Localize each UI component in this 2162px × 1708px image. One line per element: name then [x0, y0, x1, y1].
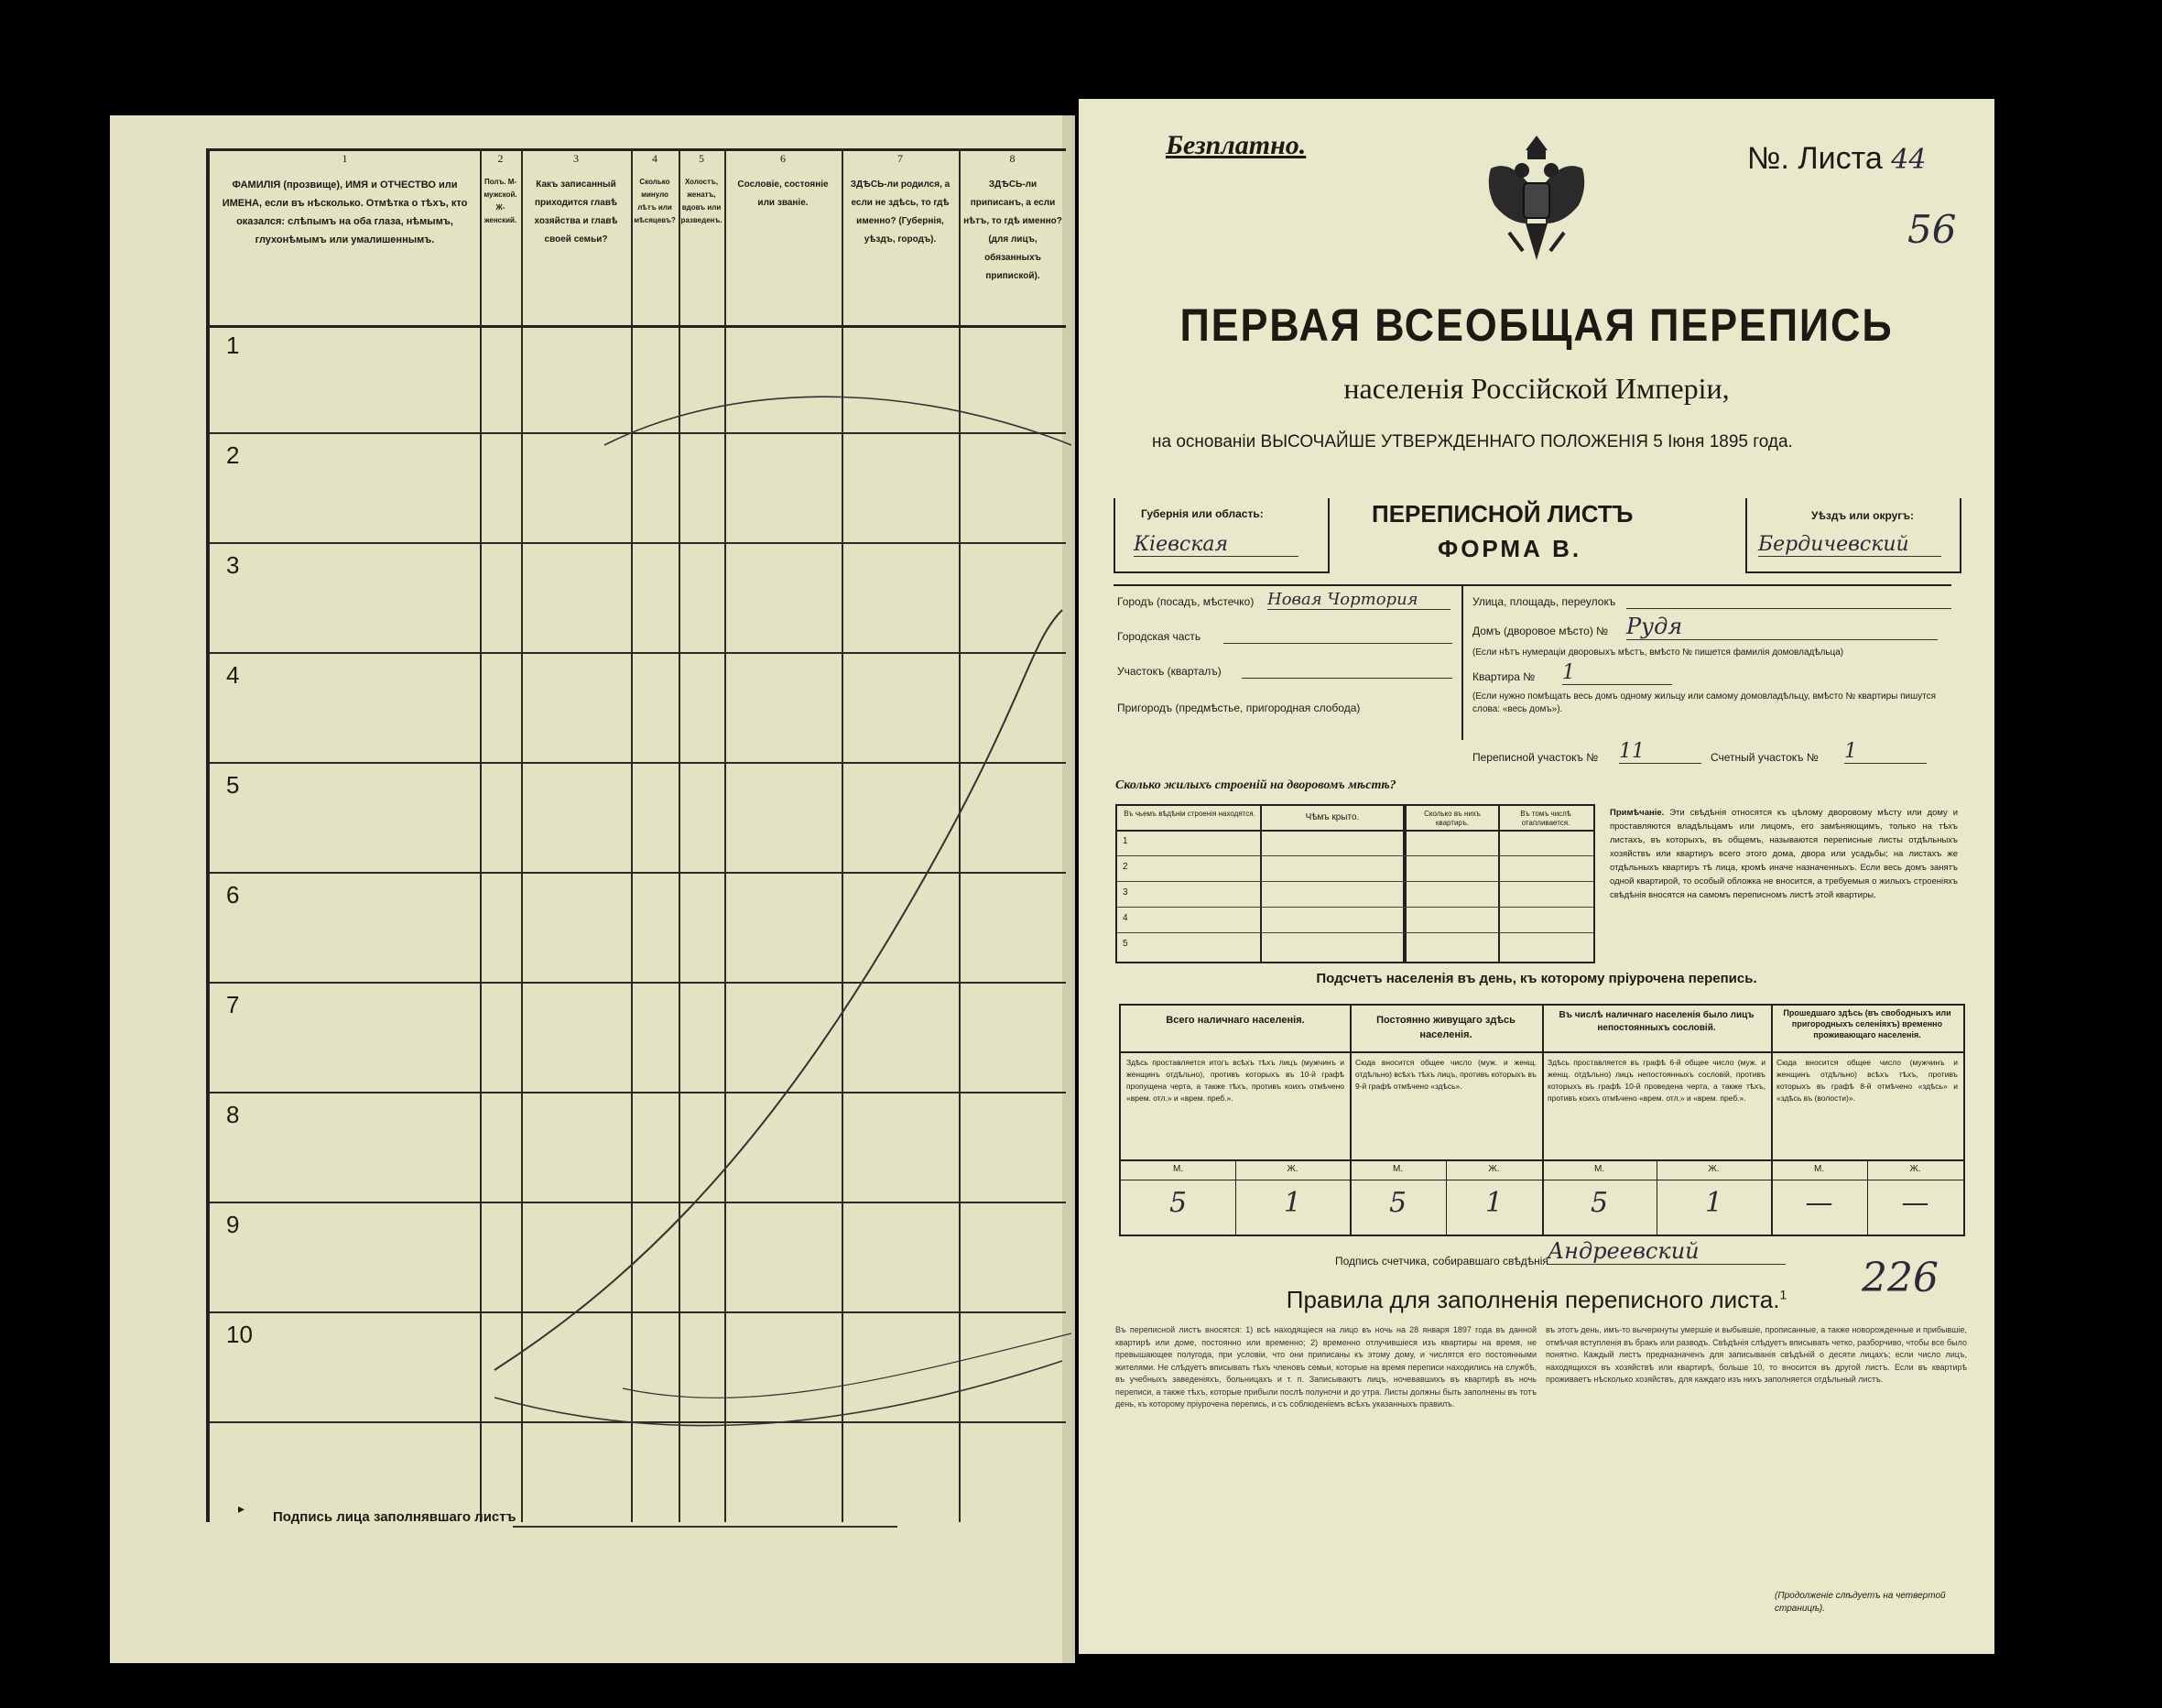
buildings-row-number: 2: [1123, 862, 1128, 872]
column-number: 5: [699, 152, 704, 165]
suburb-label: Пригородъ (предмѣстье, пригородная слобода): [1117, 702, 1361, 714]
district-label: Участокъ (кварталъ): [1117, 665, 1222, 678]
sex-label: М.: [1593, 1164, 1605, 1174]
count-desc: Здѣсь проставляется въ графѣ 6-й общее число (муж. и женщ. отдѣльно) лицъ непостоянныхъ сословій, противъ которыхъ въ графѣ 10-й проведена черта, а также тѣхъ, противъ коихъ отмѣчено «врем. отл.» и «врем. преб.».: [1548, 1058, 1765, 1103]
count-desc: Сюда вносится общее число (муж. и женщ. отдѣльно) всѣхъ тѣхъ лицъ, противъ которыхъ въ 9-й графѣ отмѣчено «здѣсь».: [1355, 1058, 1537, 1091]
column-number: 2: [497, 152, 504, 165]
column-number: 4: [652, 152, 657, 165]
counter-signature-value: Андреевский: [1548, 1238, 1786, 1265]
rules-footnote-mark: 1: [1779, 1287, 1787, 1302]
house-value: Рудя: [1626, 614, 1938, 640]
apartment-label: Квартира №: [1472, 670, 1536, 683]
column-number: 3: [573, 152, 579, 165]
buildings-header: Въ чьемъ вѣдѣніи строенія находятся.: [1124, 810, 1255, 818]
column-header-estate: Сословіе, состояніе или званіе.: [737, 180, 829, 208]
sheet-number-label: №. Листа: [1747, 141, 1883, 176]
column-header-name: ФАМИЛІЯ (прозвище), ИМЯ и ОТЧЕСТВО или ИМЕНА, если въ нѣсколько. Отмѣтка о тѣхъ, кто оказался: слѣпымъ на оба глаза, нѣмымъ, глухонѣмымъ или умалишеннымъ.: [222, 180, 468, 245]
column-header-age: Сколько минуло лѣтъ или мѣсяцевъ?: [634, 178, 676, 224]
filler-signature-label: Подпись лица заполнявшаго листъ: [273, 1509, 516, 1525]
count-value-permanent-female: 1: [1484, 1187, 1504, 1219]
sex-label: Ж.: [1708, 1164, 1720, 1174]
sex-label: М.: [1813, 1164, 1825, 1174]
right-page: [1079, 99, 1994, 1654]
count-header-present: Всего наличнаго населенія.: [1166, 1015, 1305, 1026]
apartment-note: (Если нужно помѣщать весь домъ одному жильцу или самому домовладѣльцу, вмѣсто № квартиры пишутся слова: «весь домъ»).: [1472, 691, 1937, 714]
count-value-nonpermanent-female: 1: [1704, 1187, 1723, 1219]
count-value-permanent-male: 5: [1388, 1187, 1407, 1219]
rules-text-left: Въ переписной листъ вносятся: 1) всѣ находящіеся на лицо въ ночь на 28 января 1897 года въ данной квартирѣ или доме, постоянно или временно; 2) временно отлучившіеся изъ квартиры на время, не превышающее полугода, при условіи, что они приписаны къ этому дому, и числятся его постоянными жителями. Не слѣдуетъ вписывать тѣхъ членовъ семьи, которые на время переписи находились на службѣ, въ учебныхъ заведеніяхъ, больницахъ и т. п. Записываютъ лицъ, ночевавшихъ въ квартирѣ въ ночь переписи, а также тѣхъ, которые прибыли послѣ полуночи и до утра. Листы должны быть заполнены въ тотъ день, къ которому пріурочена перепись, и съ соблюденіемъ всѣхъ указанныхъ правилъ.: [1115, 1325, 1537, 1409]
uezd-box: [1745, 498, 1961, 573]
city-part-label: Городская часть: [1117, 630, 1201, 643]
count-header-permanent: Постоянно живущаго здѣсь населенія.: [1376, 1015, 1516, 1040]
row-number: 7: [226, 991, 240, 1018]
buildings-row-number: 1: [1123, 836, 1128, 846]
row-number: 5: [226, 771, 240, 799]
buildings-row-number: 3: [1123, 887, 1128, 898]
page-title: ПЕРВАЯ ВСЕОБЩАЯ ПЕРЕПИСЬ: [1179, 299, 1894, 351]
counting-district-label: Счетный участокъ №: [1711, 751, 1819, 764]
column-header-birthplace: ЗДѢСЬ-ли родился, а если не здѣсь, то гдѣ именно? (Губернія, уѣздъ, городъ).: [850, 180, 951, 245]
house-note: (Если нѣтъ нумерацiи дворовыхъ мѣстъ, вмѣсто № пишется фамилія домовладѣльца): [1472, 647, 1844, 658]
sheet-number-value: 44: [1891, 144, 1927, 176]
buildings-header: Въ томъ числѣ отапливается.: [1520, 810, 1571, 827]
gubernia-label: Губернія или область:: [1141, 507, 1264, 520]
row-number: 2: [226, 441, 240, 469]
house-label: Домъ (дворовое мѣсто) №: [1472, 625, 1609, 637]
free-label: Безплатно.: [1166, 130, 1307, 160]
count-header-nonpermanent: Въ числѣ наличнаго населенія было лицъ непостоянныхъ сословій.: [1559, 1010, 1755, 1033]
row-number: 9: [226, 1211, 240, 1238]
census-district-value: 11: [1619, 740, 1701, 764]
count-header-temporary: Прошедшаго здѣсь (въ свободныхъ или пригородныхъ селеніяхъ) временно проживающаго населенія.: [1783, 1008, 1951, 1039]
gubernia-value: Кіевская: [1134, 533, 1298, 557]
rules-title-text: Правила для заполненія переписного листа.: [1286, 1286, 1780, 1313]
counter-signature-label: Подпись счетчика, собиравшаго свѣдѣнія: [1335, 1255, 1548, 1267]
sex-label: М.: [1172, 1164, 1184, 1174]
column-header-marital: Холостъ, женатъ, вдовъ или разведенъ.: [680, 178, 722, 224]
column-header-registration: ЗДѢСЬ-ли приписанъ, а если нѣтъ, то гдѣ именно? (для лицъ, обязанныхъ припиской).: [963, 180, 1062, 281]
population-count-table: [1119, 1004, 1965, 1236]
column-number: 1: [342, 152, 348, 165]
signature-line: [513, 1526, 897, 1528]
form-name: ФОРМА В.: [1438, 535, 1582, 562]
note-label: Примѣчаніе.: [1610, 808, 1665, 818]
column-header-sex: Полъ. М-мужской. Ж-женский.: [483, 178, 517, 224]
sheet-number-handwritten: 56: [1907, 207, 1957, 252]
row-number: 4: [226, 661, 240, 689]
buildings-question: Сколько жилыхъ строеній на дворовомъ мѣстѣ?: [1115, 778, 1396, 792]
count-value-temporary-male: —: [1805, 1187, 1833, 1219]
count-desc: Сюда вносится общее число (мужчинъ и женщинъ отдѣльно) всѣхъ тѣхъ, противъ которыхъ въ графѣ 8-й отмѣчено «здѣсь» и «здѣсь въ (волости)».: [1776, 1058, 1958, 1103]
row-number: 6: [226, 881, 240, 908]
gubernia-box: [1114, 498, 1330, 573]
pen-strokes: [110, 115, 1071, 1663]
arrow-mark: ▸: [238, 1503, 245, 1517]
buildings-header: Сколько въ нихъ квартиръ.: [1424, 810, 1481, 827]
sex-label: Ж.: [1909, 1164, 1921, 1174]
row-number: 1: [226, 332, 240, 359]
row-number: 3: [226, 551, 240, 579]
count-value-temporary-female: —: [1901, 1187, 1929, 1219]
buildings-row-number: 5: [1123, 939, 1128, 949]
column-number: 6: [780, 152, 786, 165]
count-desc: Здѣсь проставляется итогъ всѣхъ тѣхъ лицъ (мужчинъ и женщинъ отдѣльно), противъ которыхъ въ 10-й графѣ пропущена черта, а также тѣхъ, противъ коихъ отмѣчено «врем. отл.» и «врем. преб.».: [1126, 1058, 1344, 1103]
note-text: Эти свѣдѣнія относятся къ цѣлому дворовому мѣсту или дому и проставляются владѣльцамъ или лицомъ, его замѣняющимъ, только на тѣхъ листахъ, въ которыхъ, въ общемъ, называются переписные листы отдѣльныхъ хозяйствъ или квартиръ всего этого дома, двора или усадьбы; на листахъ же отдѣльныхъ квартиръ тѣ лица, кромѣ иначе назначенныхъ. Если весь домъ занятъ одной квартирой, то особый обложка не вносится, а требуемыя о жилыхъ строеніяхъ свѣдѣнія вносятся на самомъ переписномъ листѣ этой квартиры.: [1610, 808, 1959, 900]
population-count-title: Подсчетъ населенія въ день, къ которому пріурочена перепись.: [1316, 971, 1757, 986]
rules-title: [1079, 1286, 1994, 1314]
buildings-row-number: 4: [1123, 913, 1128, 923]
column-header-relation: Какъ записанный приходится главѣ хозяйства и главѣ своей семьи?: [534, 180, 618, 245]
form-title: ПЕРЕПИСНОЙ ЛИСТЪ: [1372, 500, 1634, 528]
city-label: Городъ (посадъ, мѣстечко): [1117, 595, 1255, 608]
counting-district-value: 1: [1844, 740, 1927, 764]
sex-label: Ж.: [1287, 1164, 1298, 1174]
buildings-table: [1115, 804, 1595, 963]
imperial-eagle-emblem: [1482, 132, 1592, 269]
sex-label: М.: [1392, 1164, 1404, 1174]
buildings-note: [1610, 806, 1958, 902]
address-block: [1114, 584, 1951, 740]
row-number: 8: [226, 1101, 240, 1128]
city-value: Новая Чортория: [1267, 590, 1450, 610]
apartment-value: 1: [1562, 661, 1672, 685]
street-label: Улица, площадь, переулокъ: [1472, 595, 1616, 608]
legal-basis: на основаніи ВЫСОЧАЙШЕ УТВЕРЖДЕННАГО ПОЛОЖЕНІЯ 5 Іюня 1895 года.: [1152, 432, 1793, 451]
uezd-value: Бердичевский: [1758, 533, 1941, 557]
census-district-label: Переписной участокъ №: [1472, 751, 1599, 764]
count-value-present-female: 1: [1283, 1187, 1302, 1219]
handwritten-number: 226: [1862, 1255, 1939, 1301]
count-value-nonpermanent-male: 5: [1590, 1187, 1609, 1219]
buildings-header: Чѣмъ крыто.: [1305, 812, 1360, 822]
row-number: 10: [226, 1321, 253, 1348]
rules-continued-note: (Продолженіе слѣдуетъ на четвертой страницѣ).: [1775, 1591, 1946, 1614]
sex-label: Ж.: [1488, 1164, 1500, 1174]
column-number: 7: [897, 152, 903, 165]
sheet-number: [1747, 141, 1926, 177]
rules-text-right: въ этотъ день, имъ-то вычеркнуты умершіе и выбывшіе, прописанные, а также новорожденные и прибывшіе, отмѣчая вступленія въ бракъ или разводъ. Свѣдѣнія слѣдуетъ вписывать четко, разборчиво, чтобы все было понятно. Каждый листъ предназначенъ для записыванія свѣдѣній о десяти лицахъ; если число лицъ, находящихся въ хозяйствѣ или квартирѣ, больше 10, то вносится въ другой листъ. Если въ квартирѣ проживаетъ нѣсколько хозяйствъ, для каждаго изъ нихъ заполняется отдѣльный листъ.: [1546, 1325, 1967, 1384]
page-subtitle: населенія Россійской Имперіи,: [1343, 372, 1730, 405]
left-page: [110, 115, 1071, 1663]
uezd-label: Уѣздъ или округъ:: [1811, 509, 1915, 522]
count-value-present-male: 5: [1168, 1187, 1188, 1219]
column-number: 8: [1009, 152, 1016, 165]
